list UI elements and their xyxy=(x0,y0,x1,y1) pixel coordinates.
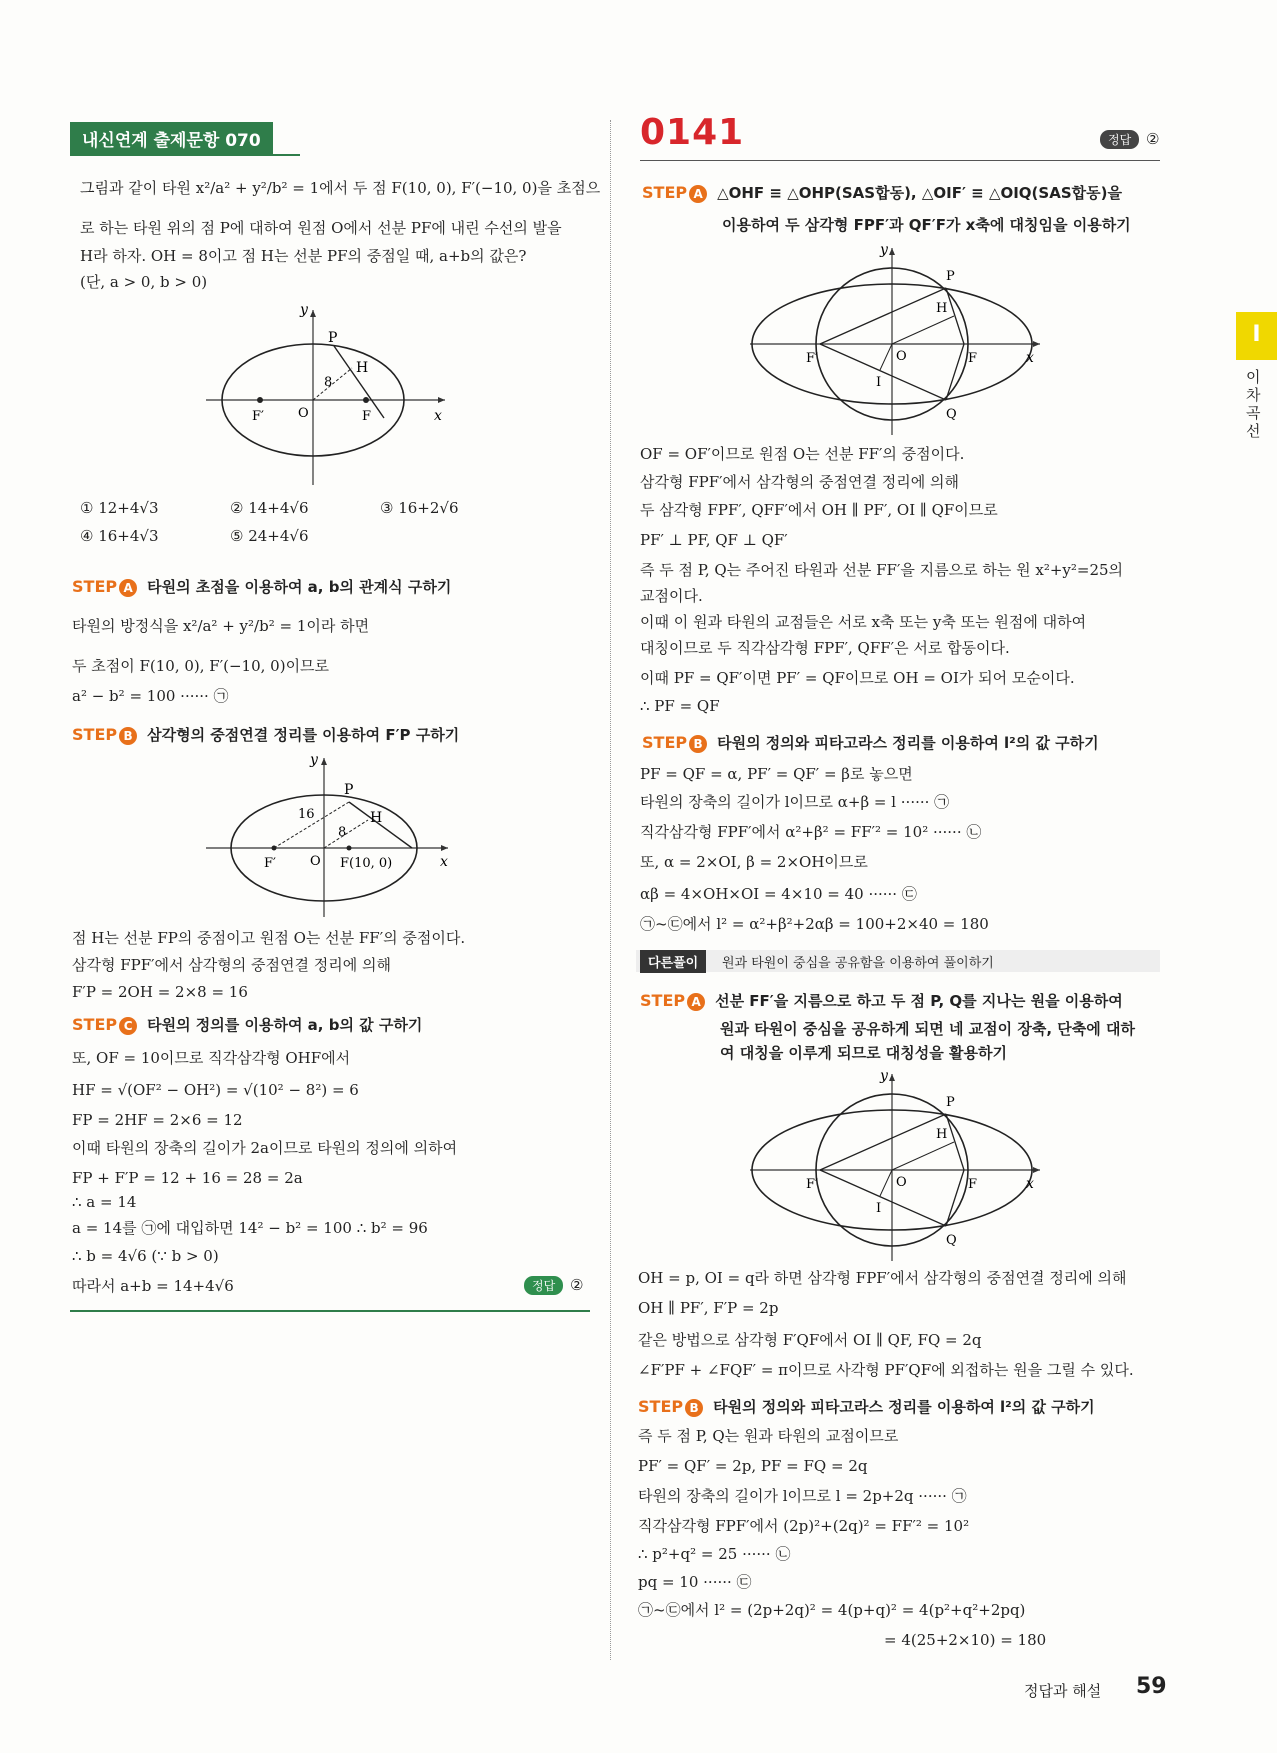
left-stepC-line-1: 또, OF = 10이므로 직각삼각형 OHF에서 xyxy=(72,1049,351,1067)
fig4-Fp: F′ xyxy=(806,1177,818,1192)
alt-stepA-line-3: 같은 방법으로 삼각형 F′QF에서 OI ∥ QF, FQ = 2q xyxy=(638,1331,982,1349)
fig1-H: H xyxy=(356,360,369,376)
fig1-P: P xyxy=(328,330,338,346)
chapter-tab-title: 이차곡선 xyxy=(1246,368,1261,440)
right-stepB-line-5: αβ = 4×OH×OI = 4×10 = 40 ······ ㉢ xyxy=(640,885,917,903)
problem-line-3: H라 하자. OH = 8이고 점 H는 선분 PF의 중점일 때, a+b의 값은? xyxy=(80,247,527,265)
fig2-8: 8 xyxy=(338,825,347,840)
right-stepB-line-6: ㉠~㉢에서 l² = α²+β²+2αβ = 100+2×40 = 180 xyxy=(640,915,989,933)
right-stepA-heading-2: 이용하여 두 삼각형 FPF′과 QF′F가 x축에 대칭임을 이용하기 xyxy=(722,216,1131,234)
fig2-y: y xyxy=(310,752,318,768)
fig4-x: x xyxy=(1026,1176,1034,1192)
right-stepA-line-9: 이때 PF = QF′이면 PF′ = QF이므로 OH = OI가 되어 모순이다. xyxy=(640,669,1075,687)
choice-3: ③ 16+2√6 xyxy=(380,499,459,517)
fig1-O: O xyxy=(298,406,309,421)
right-stepA-heading: STEP A △OHF ≡ △OHP(SAS합동), △OIF′ ≡ △OIQ(SAS합동)을 xyxy=(642,183,1122,202)
problem-number: 0141 xyxy=(640,112,745,153)
right-stepA-line-10: ∴ PF = QF xyxy=(640,697,720,715)
choice-2: ② 14+4√6 xyxy=(230,499,309,517)
column-separator xyxy=(610,120,611,1660)
left-answer: ② xyxy=(570,1276,584,1294)
right-stepA-line-6: 교점이다. xyxy=(640,587,703,605)
fig2-H: H xyxy=(370,810,383,826)
fig3-y: y xyxy=(880,242,888,258)
tag-underline xyxy=(70,154,300,156)
right-stepB-line-3: 직각삼각형 FPF′에서 α²+β² = FF′² = 10² ······ ㉡ xyxy=(640,823,982,841)
left-stepC-line-3: FP = 2HF = 2×6 = 12 xyxy=(72,1111,243,1129)
left-stepC-line-8: ∴ b = 4√6 (∵ b > 0) xyxy=(72,1247,219,1265)
left-stepC-line-7: a = 14를 ㉠에 대입하면 14² − b² = 100 ∴ b² = 96 xyxy=(72,1219,428,1237)
alt-solution-title: 원과 타원이 중심을 공유함을 이용하여 풀이하기 xyxy=(722,956,994,971)
alt-figure xyxy=(740,1066,1050,1266)
alt-stepA-heading-3: 여 대칭을 이루게 되므로 대칭성을 활용하기 xyxy=(720,1044,1007,1062)
stepB-figure xyxy=(200,752,460,922)
fig1-F: F xyxy=(362,409,372,424)
alt-stepB-line-5: ∴ p²+q² = 25 ······ ㉡ xyxy=(638,1545,791,1563)
right-stepA-line-7: 이때 이 원과 타원의 교점들은 서로 x축 또는 y축 또는 원점에 대하여 xyxy=(640,613,1087,631)
fig1-y: y xyxy=(300,302,308,318)
alt-stepA-heading-2: 원과 타원이 중심을 공유하게 되면 네 교점이 장축, 단축에 대하 xyxy=(720,1020,1135,1038)
right-answer: ② xyxy=(1146,130,1160,148)
fig3-Q: Q xyxy=(946,407,957,422)
alt-stepB-line-6: pq = 10 ······ ㉢ xyxy=(638,1573,752,1591)
fig3-F: F xyxy=(968,351,978,366)
fig4-P: P xyxy=(946,1095,955,1110)
right-stepA-line-3: 두 삼각형 FPF′, QFF′에서 OH ∥ PF′, OI ∥ QF이므로 xyxy=(640,501,998,519)
fig2-Fp: F′ xyxy=(264,856,276,871)
right-stepA-line-8: 대칭이므로 두 직각삼각형 FPF′, QFF′은 서로 합동이다. xyxy=(640,639,1010,657)
alt-stepA-line-2: OH ∥ PF′, F′P = 2p xyxy=(638,1299,779,1317)
fig4-O: O xyxy=(896,1175,907,1190)
problem-tag: 내신연계 출제문항 070 xyxy=(70,122,273,155)
left-stepA-line-1: 타원의 방정식을 x²/a² + y²/b² = 1이라 하면 xyxy=(72,617,370,635)
fig2-x: x xyxy=(440,854,448,870)
left-stepA-line-3: a² − b² = 100 ······ ㉠ xyxy=(72,687,229,705)
alt-stepA-line-4: ∠F′PF + ∠FQF′ = π이므로 사각형 PF′QF에 외접하는 원을 그릴 수 있다. xyxy=(638,1361,1134,1379)
problem-line-4: (단, a > 0, b > 0) xyxy=(80,273,208,291)
page-number: 59 xyxy=(1136,1674,1167,1699)
left-stepC-line-2: HF = √(OF² − OH²) = √(10² − 8²) = 6 xyxy=(72,1081,359,1099)
alt-stepA-heading: STEP A 선분 FF′을 지름으로 하고 두 점 P, Q를 지나는 원을 이용하여 xyxy=(640,991,1123,1010)
alt-stepA-line-1: OH = p, OI = q라 하면 삼각형 FPF′에서 삼각형의 중점연결 정리에 의해 xyxy=(638,1269,1127,1287)
footer-label: 정답과 해설 xyxy=(1024,1682,1102,1700)
solution-figure xyxy=(740,240,1050,440)
left-stepB-line-3: F′P = 2OH = 2×8 = 16 xyxy=(72,983,248,1001)
left-stepB-heading: STEP B 삼각형의 중점연결 정리를 이용하여 F′P 구하기 xyxy=(72,725,460,744)
fig4-I: I xyxy=(876,1201,882,1216)
fig1-8: 8 xyxy=(324,375,333,390)
right-stepB-line-4: 또, α = 2×OI, β = 2×OH이므로 xyxy=(640,853,868,871)
alt-stepB-heading: STEP B 타원의 정의와 피타고라스 정리를 이용하여 l²의 값 구하기 xyxy=(638,1397,1095,1416)
left-stepC-line-6: ∴ a = 14 xyxy=(72,1193,137,1211)
left-stepB-line-1: 점 H는 선분 FP의 중점이고 원점 O는 선분 FF′의 중점이다. xyxy=(72,929,466,947)
fig2-P: P xyxy=(344,782,354,798)
alt-solution-label: 다른풀이 xyxy=(640,950,706,973)
right-stepB-line-2: 타원의 장축의 길이가 l이므로 α+β = l ······ ㉠ xyxy=(640,793,950,811)
fig1-Fp: F′ xyxy=(252,409,264,424)
right-stepB-heading: STEP B 타원의 정의와 피타고라스 정리를 이용하여 l²의 값 구하기 xyxy=(642,733,1099,752)
choice-4: ④ 16+4√3 xyxy=(80,527,159,545)
right-answer-badge: 정답 xyxy=(1100,130,1139,149)
left-stepC-line-4: 이때 타원의 장축의 길이가 2a이므로 타원의 정의에 의하여 xyxy=(72,1139,458,1157)
alt-stepB-line-1: 즉 두 점 P, Q는 원과 타원의 교점이므로 xyxy=(638,1427,899,1445)
fig3-O: O xyxy=(896,349,907,364)
alt-stepB-line-4: 직각삼각형 FPF′에서 (2p)²+(2q)² = FF′² = 10² xyxy=(638,1517,970,1535)
left-stepC-line-9: 따라서 a+b = 14+4√6 xyxy=(72,1277,234,1295)
right-stepA-line-4: PF′ ⊥ PF, QF ⊥ QF′ xyxy=(640,531,788,549)
right-stepA-line-1: OF = OF′이므로 원점 O는 선분 FF′의 중점이다. xyxy=(640,445,965,463)
left-stepC-heading: STEP C 타원의 정의를 이용하여 a, b의 값 구하기 xyxy=(72,1015,423,1034)
left-stepA-heading: STEP A 타원의 초점을 이용하여 a, b의 관계식 구하기 xyxy=(72,577,452,596)
fig3-Fp: F′ xyxy=(806,351,818,366)
fig3-H: H xyxy=(936,301,948,316)
right-stepA-line-5: 즉 두 점 P, Q는 주어진 타원과 선분 FF′을 지름으로 하는 원 x²+y²=25의 xyxy=(640,561,1124,579)
left-stepC-line-5: FP + F′P = 12 + 16 = 28 = 2a xyxy=(72,1169,303,1187)
alt-stepB-line-3: 타원의 장축의 길이가 l이므로 l = 2p+2q ······ ㉠ xyxy=(638,1487,967,1505)
left-bottom-rule xyxy=(70,1310,590,1312)
alt-stepB-line-7: ㉠~㉢에서 l² = (2p+2q)² = 4(p+q)² = 4(p²+q²+2pq) xyxy=(638,1601,1026,1619)
problem-line-1: 그림과 같이 타원 x²/a² + y²/b² = 1에서 두 점 F(10, 0), F′(−10, 0)을 초점으 xyxy=(80,179,601,197)
fig2-16: 16 xyxy=(298,807,315,822)
alt-stepB-line-2: PF′ = QF′ = 2p, PF = FQ = 2q xyxy=(638,1457,868,1475)
fig4-F: F xyxy=(968,1177,978,1192)
chapter-tab-roman: I xyxy=(1252,322,1261,347)
fig4-y: y xyxy=(880,1068,888,1084)
fig4-Q: Q xyxy=(946,1233,957,1248)
fig1-x: x xyxy=(434,408,442,424)
left-stepB-line-2: 삼각형 FPF′에서 삼각형의 중점연결 정리에 의해 xyxy=(72,956,391,974)
fig2-F10: F(10, 0) xyxy=(340,856,393,871)
fig4-H: H xyxy=(936,1127,948,1142)
choice-5: ⑤ 24+4√6 xyxy=(230,527,309,545)
problem-line-2: 로 하는 타원 위의 점 P에 대하여 원점 O에서 선분 PF에 내린 수선의 발을 xyxy=(80,219,562,237)
right-stepB-line-1: PF = QF = α, PF′ = QF′ = β로 놓으면 xyxy=(640,765,913,783)
alt-stepB-line-8: = 4(25+2×10) = 180 xyxy=(884,1631,1047,1649)
fig3-I: I xyxy=(876,375,882,390)
right-stepA-line-2: 삼각형 FPF′에서 삼각형의 중점연결 정리에 의해 xyxy=(640,473,959,491)
left-answer-badge: 정답 xyxy=(524,1276,563,1295)
fig3-x: x xyxy=(1026,350,1034,366)
problem-figure xyxy=(200,300,460,490)
fig3-P: P xyxy=(946,269,955,284)
left-stepA-line-2: 두 초점이 F(10, 0), F′(−10, 0)이므로 xyxy=(72,657,330,675)
right-top-rule xyxy=(640,160,1160,161)
choice-1: ① 12+4√3 xyxy=(80,499,159,517)
fig2-O: O xyxy=(310,854,321,869)
